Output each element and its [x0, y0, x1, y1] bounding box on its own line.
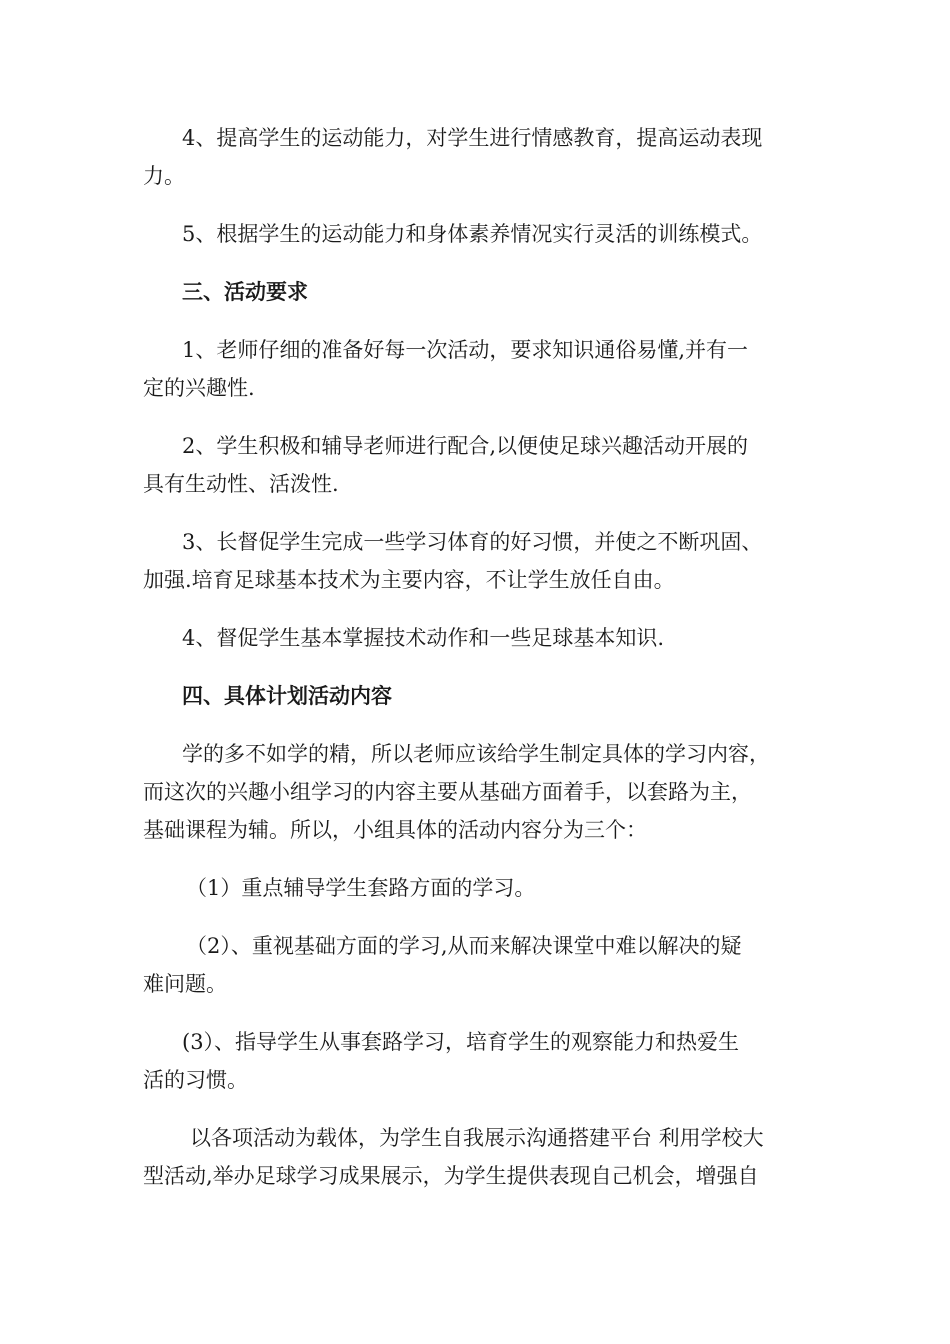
paragraph-line: 基础课程为辅。所以，小组具体的活动内容分为三个： [143, 818, 647, 842]
paragraph-line: 加强.培育足球基本技术为主要内容，不让学生放任自由。 [143, 568, 675, 592]
paragraph-line: 5、根据学生的运动能力和身体素养情况实行灵活的训练模式。 [182, 222, 763, 246]
paragraph-line: 1、老师仔细的准备好每一次活动，要求知识通俗易懂,并有一 [182, 338, 749, 362]
paragraph-line: 力。 [143, 164, 185, 188]
paragraph-line: 以各项活动为载体，为学生自我展示沟通搭建平台 利用学校大 [190, 1126, 764, 1150]
paragraph-line: 3、长督促学生完成一些学习体育的好习惯，并使之不断巩固、 [182, 530, 763, 554]
paragraph-line: 而这次的兴趣小组学习的内容主要从基础方面着手，以套路为主， [143, 780, 752, 804]
paragraph-line: 活的习惯。 [143, 1068, 248, 1092]
paragraph-line: 4、提高学生的运动能力，对学生进行情感教育，提高运动表现 [182, 126, 763, 150]
paragraph-line: 难问题。 [143, 972, 227, 996]
paragraph-line: 定的兴趣性. [143, 376, 255, 400]
section-heading: 三、活动要求 [182, 280, 308, 304]
paragraph-line: （1）重点辅导学生套路方面的学习。 [186, 876, 536, 900]
paragraph-line: （2）、重视基础方面的学习,从而来解决课堂中难以解决的疑 [186, 934, 742, 958]
paragraph-line: 型活动,举办足球学习成果展示，为学生提供表现自己机会，增强自 [143, 1164, 759, 1188]
paragraph-line: 2、学生积极和辅导老师进行配合,以便使足球兴趣活动开展的 [182, 434, 749, 458]
paragraph-line: 具有生动性、活泼性. [143, 472, 339, 496]
section-heading: 四、具体计划活动内容 [182, 684, 392, 708]
paragraph-line: 4、督促学生基本掌握技术动作和一些足球基本知识. [182, 626, 665, 650]
paragraph-line: (3）、指导学生从事套路学习，培育学生的观察能力和热爱生 [182, 1030, 740, 1054]
paragraph-line: 学的多不如学的精，所以老师应该给学生制定具体的学习内容， [182, 742, 770, 766]
